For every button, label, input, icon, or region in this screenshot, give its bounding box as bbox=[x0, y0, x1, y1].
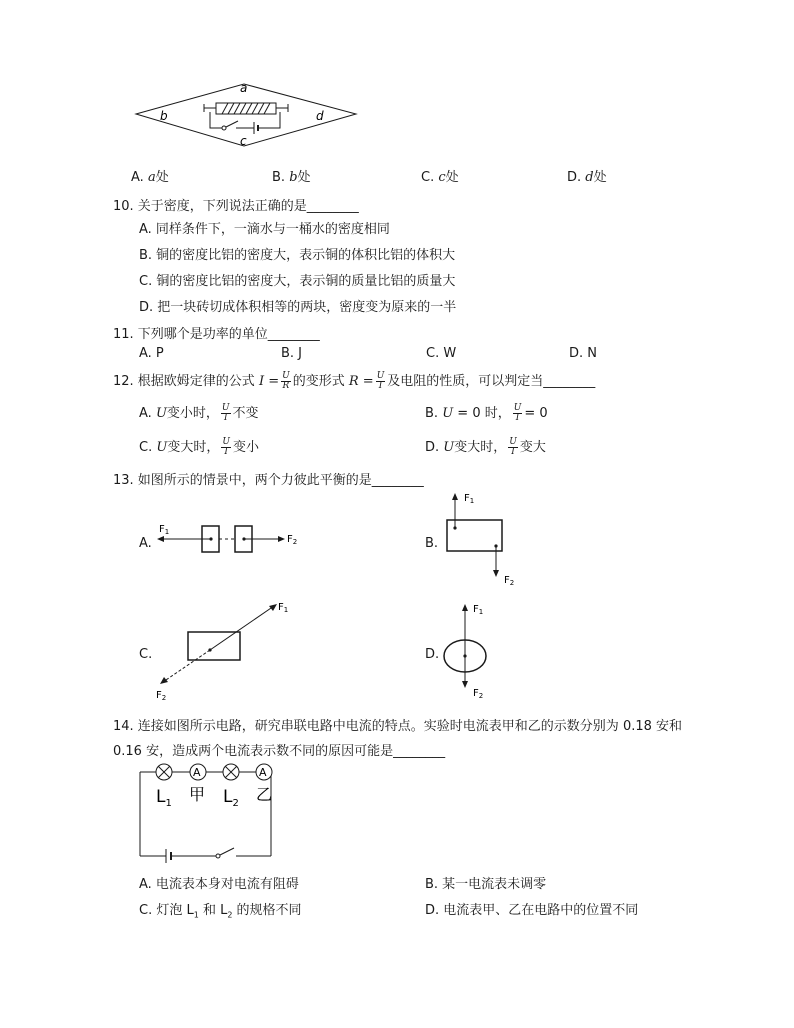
q10-option-d[interactable]: D. 把一块砖切成体积相等的两块，密度变为原来的一半 bbox=[139, 300, 457, 315]
q9-label-d: d bbox=[316, 109, 324, 123]
q13-b-f1: $F_1$ bbox=[464, 493, 475, 505]
q9-label-b: b bbox=[160, 109, 168, 123]
q9-diagram bbox=[130, 78, 362, 152]
q13-c-f2: $F_2$ bbox=[156, 690, 167, 702]
q9-option-b[interactable]: B. b处 bbox=[272, 170, 311, 185]
q10-option-a[interactable]: A. 同样条件下，一滴水与一桶水的密度相同 bbox=[139, 222, 390, 237]
q12-option-d[interactable]: D. U变大时， $\frac{U}{I}$ 变大 bbox=[425, 437, 546, 457]
q13-stem: 13. 如图所示的情景中，两个力彼此平衡的是________ bbox=[113, 473, 424, 488]
q14-ammeter-yi bbox=[256, 764, 272, 780]
q14-circuit bbox=[136, 762, 286, 864]
q14-option-a[interactable]: A. 电流表本身对电流有阻碍 bbox=[139, 877, 299, 892]
q12-formula1-frac: $\frac{U}{R}$ bbox=[282, 371, 290, 391]
q13-option-a-figure bbox=[155, 518, 315, 562]
q9-label-c: c bbox=[240, 134, 247, 148]
q14-lamp-l1 bbox=[156, 764, 172, 780]
q14-label-l1: $L_1$ bbox=[156, 787, 172, 809]
q13-option-a-label[interactable]: A. bbox=[139, 536, 152, 551]
q13-c-f1: $F_1$ bbox=[278, 602, 289, 614]
svg-text:A: A bbox=[193, 766, 201, 779]
q14-stem-line1: 14. 连接如图所示电路，研究串联电路中电流的特点。实验时电流表甲和乙的示数分别为 0.18 安和 bbox=[113, 719, 683, 734]
q14-label-l2: $L_2$ bbox=[223, 787, 239, 809]
q13-option-c-label[interactable]: C. bbox=[139, 647, 153, 662]
q9-option-a[interactable]: A. a处 bbox=[131, 170, 169, 185]
q13-d-f1: $F_1$ bbox=[473, 604, 484, 616]
q14-label-jia: 甲 bbox=[189, 785, 206, 804]
q14-option-c[interactable]: C. 灯泡 $L_1$ 和 $L_2$ 的规格不同 bbox=[139, 903, 302, 920]
q14-option-b[interactable]: B. 某一电流表未调零 bbox=[425, 877, 547, 892]
q11-option-b[interactable]: B. J bbox=[281, 346, 303, 361]
q14-lamp-l2 bbox=[223, 764, 239, 780]
q12-option-c[interactable]: C. U变大时， $\frac{U}{I}$ 变小 bbox=[139, 437, 259, 457]
q13-option-c-figure bbox=[150, 596, 300, 702]
q12-option-b[interactable]: B. U = 0 时， $\frac{U}{I}$ = 0 bbox=[425, 403, 548, 423]
q13-d-f2: $F_2$ bbox=[473, 688, 484, 700]
q13-b-f2: $F_2$ bbox=[504, 575, 515, 587]
q14-label-yi: 乙 bbox=[256, 785, 273, 804]
q13-a-f2: $F_2$ bbox=[287, 534, 298, 546]
q11-option-c[interactable]: C. W bbox=[426, 346, 457, 361]
q14-ammeter-jia bbox=[190, 764, 206, 780]
q14-option-d[interactable]: D. 电流表甲、乙在电路中的位置不同 bbox=[425, 903, 639, 918]
q10-stem: 10. 关于密度，下列说法正确的是________ bbox=[113, 199, 359, 214]
q13-option-b-label[interactable]: B. bbox=[425, 536, 439, 551]
q12-formula2-frac: $\frac{U}{I}$ bbox=[376, 371, 385, 391]
q11-stem: 11. 下列哪个是功率的单位________ bbox=[113, 327, 320, 342]
q10-option-b[interactable]: B. 铜的密度比铝的密度大，表示铜的体积比铝的体积大 bbox=[139, 248, 456, 263]
q13-option-d-figure bbox=[436, 598, 506, 700]
q9-option-c[interactable]: C. c处 bbox=[421, 170, 459, 185]
q13-option-b-figure bbox=[440, 488, 530, 588]
q14-stem-line2: 0.16 安，造成两个电流表示数不同的原因可能是________ bbox=[113, 744, 446, 759]
q11-option-a[interactable]: A. P bbox=[139, 346, 164, 361]
svg-text:A: A bbox=[259, 766, 267, 779]
q11-option-d[interactable]: D. N bbox=[569, 346, 597, 361]
q9-option-d[interactable]: D. d处 bbox=[567, 170, 607, 185]
q9-label-a: a bbox=[240, 81, 248, 95]
q12-option-a[interactable]: A. U变小时， $\frac{U}{I}$ 不变 bbox=[139, 403, 259, 423]
q13-option-d-label[interactable]: D. bbox=[425, 647, 440, 662]
q10-option-c[interactable]: C. 铜的密度比铝的密度大，表示铜的质量比铝的质量大 bbox=[139, 274, 456, 289]
q13-a-f1: $F_1$ bbox=[159, 524, 170, 536]
q12-stem: 12. 根据欧姆定律的公式 I = $\frac{U}{R}$ 的变形式 R = $\frac{U}{I}$ 及电阻的性质，可以判定当________ bbox=[113, 371, 596, 391]
